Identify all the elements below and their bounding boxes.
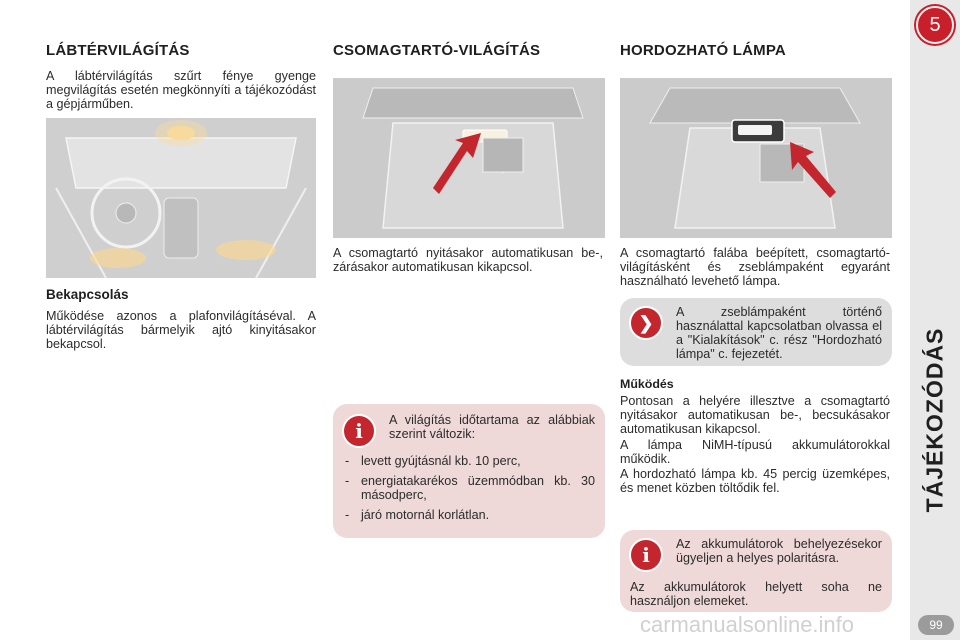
operation-para-3: A hordozható lámpa kb. 45 percig üzemképes, és menet közben töltődik fel. — [620, 467, 890, 495]
portable-lamp-body: A csomagtartó falába beépített, csomagtartó-világításként és zseblámpaként egyaránt használható levehető lámpa. — [620, 246, 890, 288]
battery-info-intro: Az akkumulátorok behelyezésekor ügyeljen a helyes polaritásra. — [676, 537, 882, 565]
boot-light-body: A csomagtartó nyitásakor automatikusan be-, zárásakor automatikusan kikapcsol. — [333, 246, 603, 274]
chapter-number-badge: 5 — [916, 6, 954, 44]
operation-heading: Működés — [620, 377, 674, 391]
chapter-title-vertical: TÁJÉKOZÓDÁS — [921, 327, 948, 513]
battery-info-box — [620, 530, 892, 612]
section-title-footwell: LÁBTÉRVILÁGÍTÁS — [46, 42, 190, 59]
watermark: carmanualsonline.info — [640, 612, 855, 637]
section-title-portable-lamp: HORDOZHATÓ LÁMPA — [620, 42, 786, 59]
battery-info-note: Az akkumulátorok helyett soha ne használjon elemeket. — [630, 580, 882, 608]
list-item: - járó motornál korlátlan. — [339, 508, 595, 522]
page-number: 99 — [918, 615, 954, 635]
info-icon: i — [342, 414, 376, 448]
portable-lamp-illustration — [620, 78, 892, 238]
duration-list — [339, 454, 595, 528]
footwell-intro: A lábtérvilágítás szűrt fénye gyenge megvilágítás esetén megkönnyíti a tájékozódást a gépjárműben. — [46, 69, 316, 111]
switching-on-heading: Bekapcsolás — [46, 287, 129, 302]
reference-text: A zseblámpaként történő használattal kapcsolatban olvassa el a "Kialakítások" c. rész "Hordozható lámpa" c. fejezetét. — [676, 305, 882, 361]
reference-box — [620, 298, 892, 366]
list-item: - levett gyújtásnál kb. 10 perc, — [339, 454, 595, 468]
list-item: - energiatakarékos üzemmódban kb. 30 másodperc, — [339, 474, 595, 502]
switching-on-body: Működése azonos a plafonvilágításéval. A lábtérvilágítás bármelyik ajtó kinyitásakor bekapcsol. — [46, 309, 316, 351]
footwell-illustration — [46, 118, 316, 278]
chevron-right-icon: ❯ — [629, 306, 663, 340]
info-icon: i — [629, 538, 663, 572]
boot-light-illustration — [333, 78, 605, 238]
operation-para-1: Pontosan a helyére illesztve a csomagtartó nyitásakor automatikusan be-, becsukásakor automatikusan kikapcsol. — [620, 394, 890, 436]
boot-light-info-box — [333, 404, 605, 538]
info-box-intro: A világítás időtartama az alábbiak szerint változik: — [389, 413, 595, 441]
chapter-side-rail — [910, 0, 960, 640]
section-title-boot: CSOMAGTARTÓ-VILÁGÍTÁS — [333, 42, 541, 59]
operation-para-2: A lámpa NiMH-típusú akkumulátorokkal működik. — [620, 438, 890, 466]
